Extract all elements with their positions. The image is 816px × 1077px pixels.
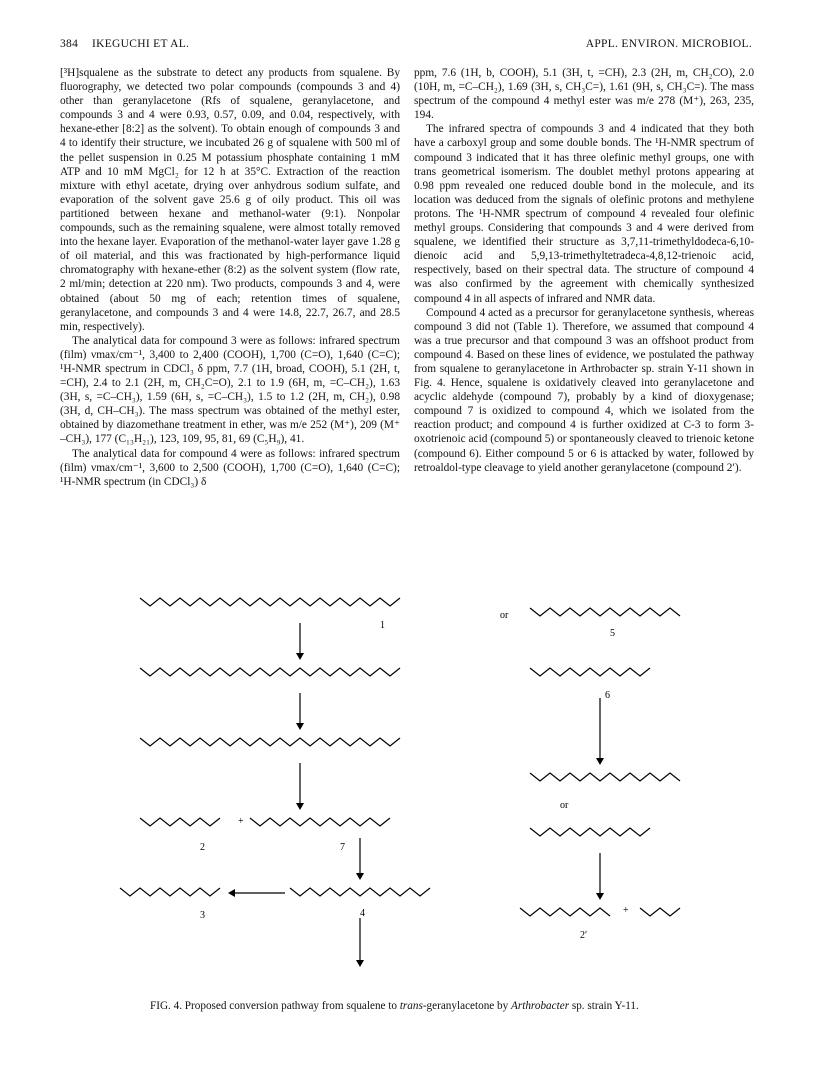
geranylacetone-structure bbox=[140, 818, 220, 826]
compound-6-structure bbox=[530, 668, 650, 676]
paragraph: Compound 4 acted as a precursor for geranylacetone synthesis, whereas compound 3 did not (Table 1). Therefore, we assumed that compound 4 was a true precursor and that compound 3 was an offshoot product from compound 4. Based on these lines of evidence, we postulated the pathway from squalene to geranylacetone in Arthrobacter sp. strain Y-11 shown in Fig. 4. Hence, squalene is oxidatively cleaved into geranylacetone and acyclic aldehyde (compound 7), probably by a kind of dioxygenase; compound 7 is oxidized to compound 4, which we isolated from the reaction product; and compound 4 is further oxidized at C-3 to form 3-oxotrienoic acid (compound 5) or spontaneously cleaved to trienoic ketone (compound 6). Either compound 5 or 6 is attacked by water, followed by retroaldol-type cleavage to yield another geranylacetone (compound 2′). bbox=[414, 306, 754, 474]
or-label: or bbox=[500, 610, 509, 621]
label-compound-7: 7 bbox=[340, 842, 345, 853]
hydrated-5-structure bbox=[530, 773, 680, 781]
squalene-structure bbox=[140, 598, 400, 606]
right-column bbox=[414, 66, 754, 475]
caption-italic: trans bbox=[399, 1000, 423, 1012]
label-compound-2: 2 bbox=[200, 842, 205, 853]
label-compound-3: 3 bbox=[200, 910, 205, 921]
plus-sign: + bbox=[238, 816, 244, 827]
figure-caption bbox=[150, 1000, 710, 1012]
label-compound-2-prime: 2′ bbox=[580, 930, 588, 941]
caption-italic: Arthrobacter bbox=[511, 1000, 570, 1012]
caption-text: FIG. 4. Proposed conversion pathway from squalene to bbox=[150, 1000, 400, 1012]
caption-text: -geranylacetone by bbox=[422, 1000, 512, 1012]
compound-5-structure bbox=[530, 608, 680, 616]
paragraph: ppm, 7.6 (1H, b, COOH), 5.1 (3H, t, =CH), 2.3 (2H, m, CH₂CO), 2.0 (10H, m, =C–CH₂), 1.69 (3H, s, CH₃C=), 1.61 (9H, s, CH₃C=). The mass spectrum of the compound 4 methyl ester was m/e 278 (M⁺), 263, 235, 194. bbox=[414, 67, 754, 122]
plus-sign: + bbox=[623, 905, 629, 916]
dioxetane-structure bbox=[140, 738, 400, 746]
journal-name: APPL. ENVIRON. MICROBIOL. bbox=[585, 38, 752, 50]
acetoacetate-structure bbox=[640, 908, 680, 916]
intermediate-structure bbox=[140, 668, 400, 676]
compound-4-structure bbox=[290, 888, 430, 896]
paragraph: [³H]squalene as the substrate to detect any products from squalene. By fluorography, we detected two polar compounds (compounds 3 and 4) other than geranylacetone (Rfs of squalene, geranylacetone, and compounds 3 and 4 were 0.93, 0.57, 0.09, and 0.04, respectively, with hexane-ether [8:2] as the solvent). To obtain enough of compounds 3 and 4 to identify their structure, we incubated 26 g of squalene with 500 ml of the pellet suspension in 0.25 M potassium phosphate containing 1 mM ATP and 10 mM MgCl₂ for 12 h at 35°C. Extraction of the reaction mixture with ethyl acetate, drying over anhydrous sodium sulfate, and evaporation of the solvent gave 25.6 g of oily product. This oil was partitioned between hexane and methanol-water (9:1). Nonpolar compounds, such as the remaining squalene, were almost totally removed into the hexane layer. Evaporation of the methanol-water layer gave 1.28 g of oil material, and this was fractionated by high-performance liquid chromatography with hexane-ether (8:2) as the solvent system (flow rate, 2 ml/min; detection at 220 nm). Two products, compounds 3 and 4, were obtained (about 50 mg of each; retention times of squalene, geranylacetone, and compounds 3 and 4 were 14.8, 22.7, 26.7, and 28.5 min, respectively). bbox=[60, 67, 400, 333]
caption-text: sp. strain Y-11. bbox=[569, 1000, 639, 1012]
pathway-figure bbox=[100, 588, 740, 988]
geranylacetone-prime-structure bbox=[520, 908, 610, 916]
pathway-diagram bbox=[100, 588, 740, 988]
paragraph: The analytical data for compound 3 were as follows: infrared spectrum (film) νmax/cm⁻¹, 3,400 to 2,400 (COOH), 1,700 (C=O), 1,640 (C=C); ¹H-NMR spectrum in CDCl₃ δ ppm, 7.7 (1H, broad, COOH), 5.1 (2H, t, =CH), 2.4 to 2.1 (2H, m, CH₂C=O), 2.1 to 1.9 (6H, m, =C–CH₂), 1.63 (3H, s, =C–CH₃), 1.59 (6H, s, =C–CH₃), 1.5 to 1.2 (2H, m, CH₂), 0.98 (3H, d, CH–CH₃). The mass spectrum was obtained of the methyl ester, obtained by diazomethane treatment in ether, was m/e 252 (M⁺), 209 (M⁺ –CH₃), 177 (C₁₃H₂₁), 123, 109, 95, 81, 69 (C₅H₉), 41. bbox=[60, 334, 400, 446]
page-number: 384 bbox=[60, 38, 79, 50]
or-label: or bbox=[560, 800, 569, 811]
label-compound-5: 5 bbox=[610, 628, 615, 639]
paragraph: The infrared spectra of compounds 3 and 4 indicated that they both have a carboxyl group and some double bonds. The ¹H-NMR spectrum of compound 3 indicated that it has three olefinic methyl groups, one with trans geometrical isomerism. The doublet methyl protons appearing at 0.98 ppm revealed one reduced double bond in the molecule, and its location was deduced from the signals of olefinic protons and methylene protons. The ¹H-NMR spectrum of compound 4 revealed four olefinic methyl groups. Considering that compounds 3 and 4 were derived from squalene, we identified their structure as 3,7,11-trimethyldodeca-6,10-dienoic acid and 5,9,13-trimethyltetradeca-4,8,12-trienoic acid, respectively, based on their spectral data. The structure of compound 4 was also confirmed by the agreement with chemically synthesized compound 4 in all aspects of infrared and NMR data. bbox=[414, 123, 754, 305]
running-authors: IKEGUCHI ET AL. bbox=[92, 38, 190, 50]
compound-3-structure bbox=[120, 888, 220, 896]
aldehyde-structure bbox=[250, 818, 390, 826]
label-compound-1: 1 bbox=[380, 620, 385, 631]
left-column bbox=[60, 66, 400, 489]
label-compound-4: 4 bbox=[360, 908, 365, 919]
paragraph: The analytical data for compound 4 were as follows: infrared spectrum (film) νmax/cm⁻¹, 3,600 to 2,500 (COOH), 1,700 (C=O), 1,640 (C=C); ¹H-NMR spectrum (in CDCl₃) δ bbox=[60, 447, 400, 488]
label-compound-6: 6 bbox=[605, 690, 610, 701]
hydrated-6-structure bbox=[530, 828, 650, 836]
